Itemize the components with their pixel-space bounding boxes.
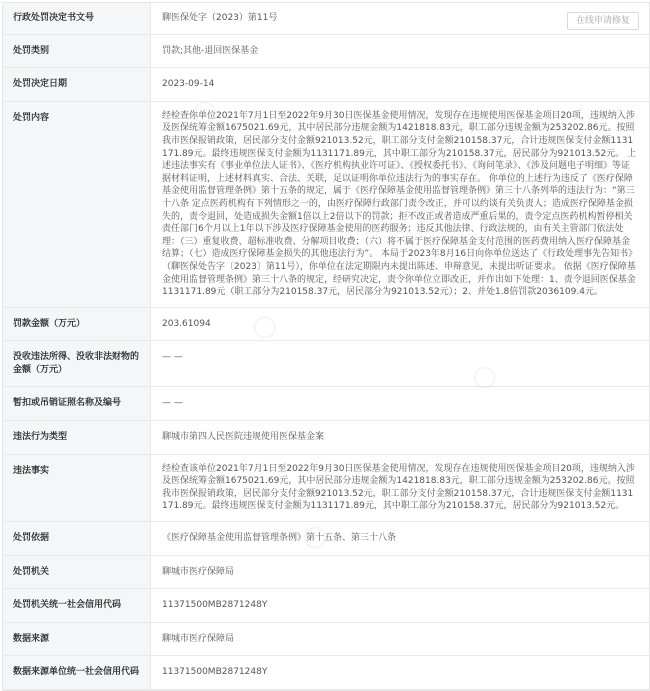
row-confiscation-amount: [3, 341, 649, 387]
value-confiscation-amount: — —: [151, 341, 650, 387]
label-source-credit-code: 数据来源单位统一社会信用代码: [3, 656, 151, 690]
label-violation-type: 违法行为类型: [3, 421, 151, 455]
row-data-source: [3, 622, 649, 656]
label-penalty-basis: 处罚依据: [3, 522, 151, 556]
value-penalty-basis: 《医疗保障基金使用监督管理条例》第十五条、第三十八条: [151, 522, 650, 556]
apply-repair-button[interactable]: 在线申请修复: [567, 12, 639, 30]
row-violation-type: [3, 421, 649, 455]
label-penalty-authority: 处罚机关: [3, 555, 151, 589]
value-penalty-category: 罚款;其他-退回医保基金: [151, 34, 650, 68]
penalty-info-table: [3, 3, 649, 690]
value-decision-number: 聊医保处字（2023）第11号: [151, 3, 650, 34]
row-penalty-category: [3, 34, 649, 68]
value-penalty-content: 经检查你单位2021年7月1日至2022年9月30日医保基金使用情况，发现存在违规使用医保基金项目20项，违规纳入涉及医保统筹金额1675021.69元，其中居民部分违规金额为1421818.83元，职工部分违规金额为253202.86元。按照我市医保报销政策，居民部分支付金额921013.52元，职工部分支付金额210158.37元，合计违规医保支付金额1131171.89元。最终违规医保支付金额为1131171.89元，其中职工部分为210158.37元，居民部分为921013.52元。 上述违法事实有《事业单位法人证书》、《医疗机构执业许可证》、《授权委托书》、《询问笔录》、《涉及问题电子明细》等证据材料证明，上述材料真实、合法、关联，足以证明你单位违法行为的事实存在。 你单位的上述行为违反了《医疗保障基金使用监督管理条例》第十五条的规定，属于《医疗保障基金使用监督管理条例》第三十八条列举的违法行为：“第三十八条 定点医药机构有下列情形之一的，由医疗保障行政部门责令改正，并可以约谈有关负责人；造成医疗保障基金损失的，责令退回，处造成损失金额1倍以上2倍以下的罚款；拒不改正或者造成严重后果的，责令定点医药机构暂停相关责任部门6个月以上1年以下涉及医疗保障基金使用的医药服务；违反其他法律、行政法规的，由有关主管部门依法处理：（三）重复收费、超标准收费、分解项目收费；（六）将不属于医疗保障基金支付范围的医药费用纳入医疗保障基金结算；（七）造成医疗保障基金损失的其他违法行为”。 本局于2023年8月16日向你单位送达了《行政处理事先告知书》（聊医保处告字〔2023〕第11号），你单位在法定期限内未提出陈述、申辩意见，未提出听证要求。 依据《医疗保障基金使用监督管理条例》第三十八条的规定，经研究决定，责令你单位立即改正，并作出如下处理：1、责令退回医保基金1131171.89元（职工部分为210158.37元，居民部分为921013.52元）；2、并处1.8倍罚款2036109.4元。: [151, 101, 650, 307]
label-authority-credit-code: 处罚机关统一社会信用代码: [3, 589, 151, 623]
label-license-revocation: 暂扣或吊销证照名称及编号: [3, 387, 151, 421]
label-penalty-category: 处罚类别: [3, 34, 151, 68]
value-authority-credit-code: 11371500MB2871248Y: [151, 589, 650, 623]
row-source-credit-code: [3, 656, 649, 690]
row-license-revocation: [3, 387, 649, 421]
label-violation-facts: 违法事实: [3, 454, 151, 521]
label-penalty-content: 处罚内容: [3, 101, 151, 307]
value-license-revocation: — —: [151, 387, 650, 421]
row-penalty-basis: [3, 522, 649, 556]
value-penalty-authority: 聊城市医疗保障局: [151, 555, 650, 589]
row-fine-amount: [3, 307, 649, 341]
label-confiscation-amount: 没收违法所得、没收非法财物的金额（万元）: [3, 341, 151, 387]
penalty-info-sheet: [2, 2, 650, 691]
label-fine-amount: 罚款金额（万元）: [3, 307, 151, 341]
value-source-credit-code: 11371500MB2871248Y: [151, 656, 650, 690]
value-fine-amount: 203.61094: [151, 307, 650, 341]
row-violation-facts: [3, 454, 649, 521]
row-penalty-authority: [3, 555, 649, 589]
label-data-source: 数据来源: [3, 622, 151, 656]
row-authority-credit-code: [3, 589, 649, 623]
label-decision-number: 行政处罚决定书文号: [3, 3, 151, 34]
value-violation-type: 聊城市第四人民医院违规使用医保基金案: [151, 421, 650, 455]
row-penalty-content: [3, 101, 649, 307]
row-decision-number: [3, 3, 649, 34]
value-violation-facts: 经检查该单位2021年7月1日至2022年9月30日医保基金使用情况，发现存在违规使用医保基金项目20项，违规纳入涉及医保统筹金额1675021.69元，其中居民部分违规金额为1421818.83元，职工部分违规金额为253202.86元。按照我市医保报销政策，居民部分支付金额921013.52元，职工部分支付金额210158.37元，合计违规医保支付金额1131171.89元。最终违规医保支付金额为1131171.89元，其中职工部分为210158.37元，居民部分为921013.52元。: [151, 454, 650, 521]
row-decision-date: [3, 68, 649, 102]
value-decision-date: 2023-09-14: [151, 68, 650, 102]
label-decision-date: 处罚决定日期: [3, 68, 151, 102]
value-data-source: 聊城市医疗保障局: [151, 622, 650, 656]
